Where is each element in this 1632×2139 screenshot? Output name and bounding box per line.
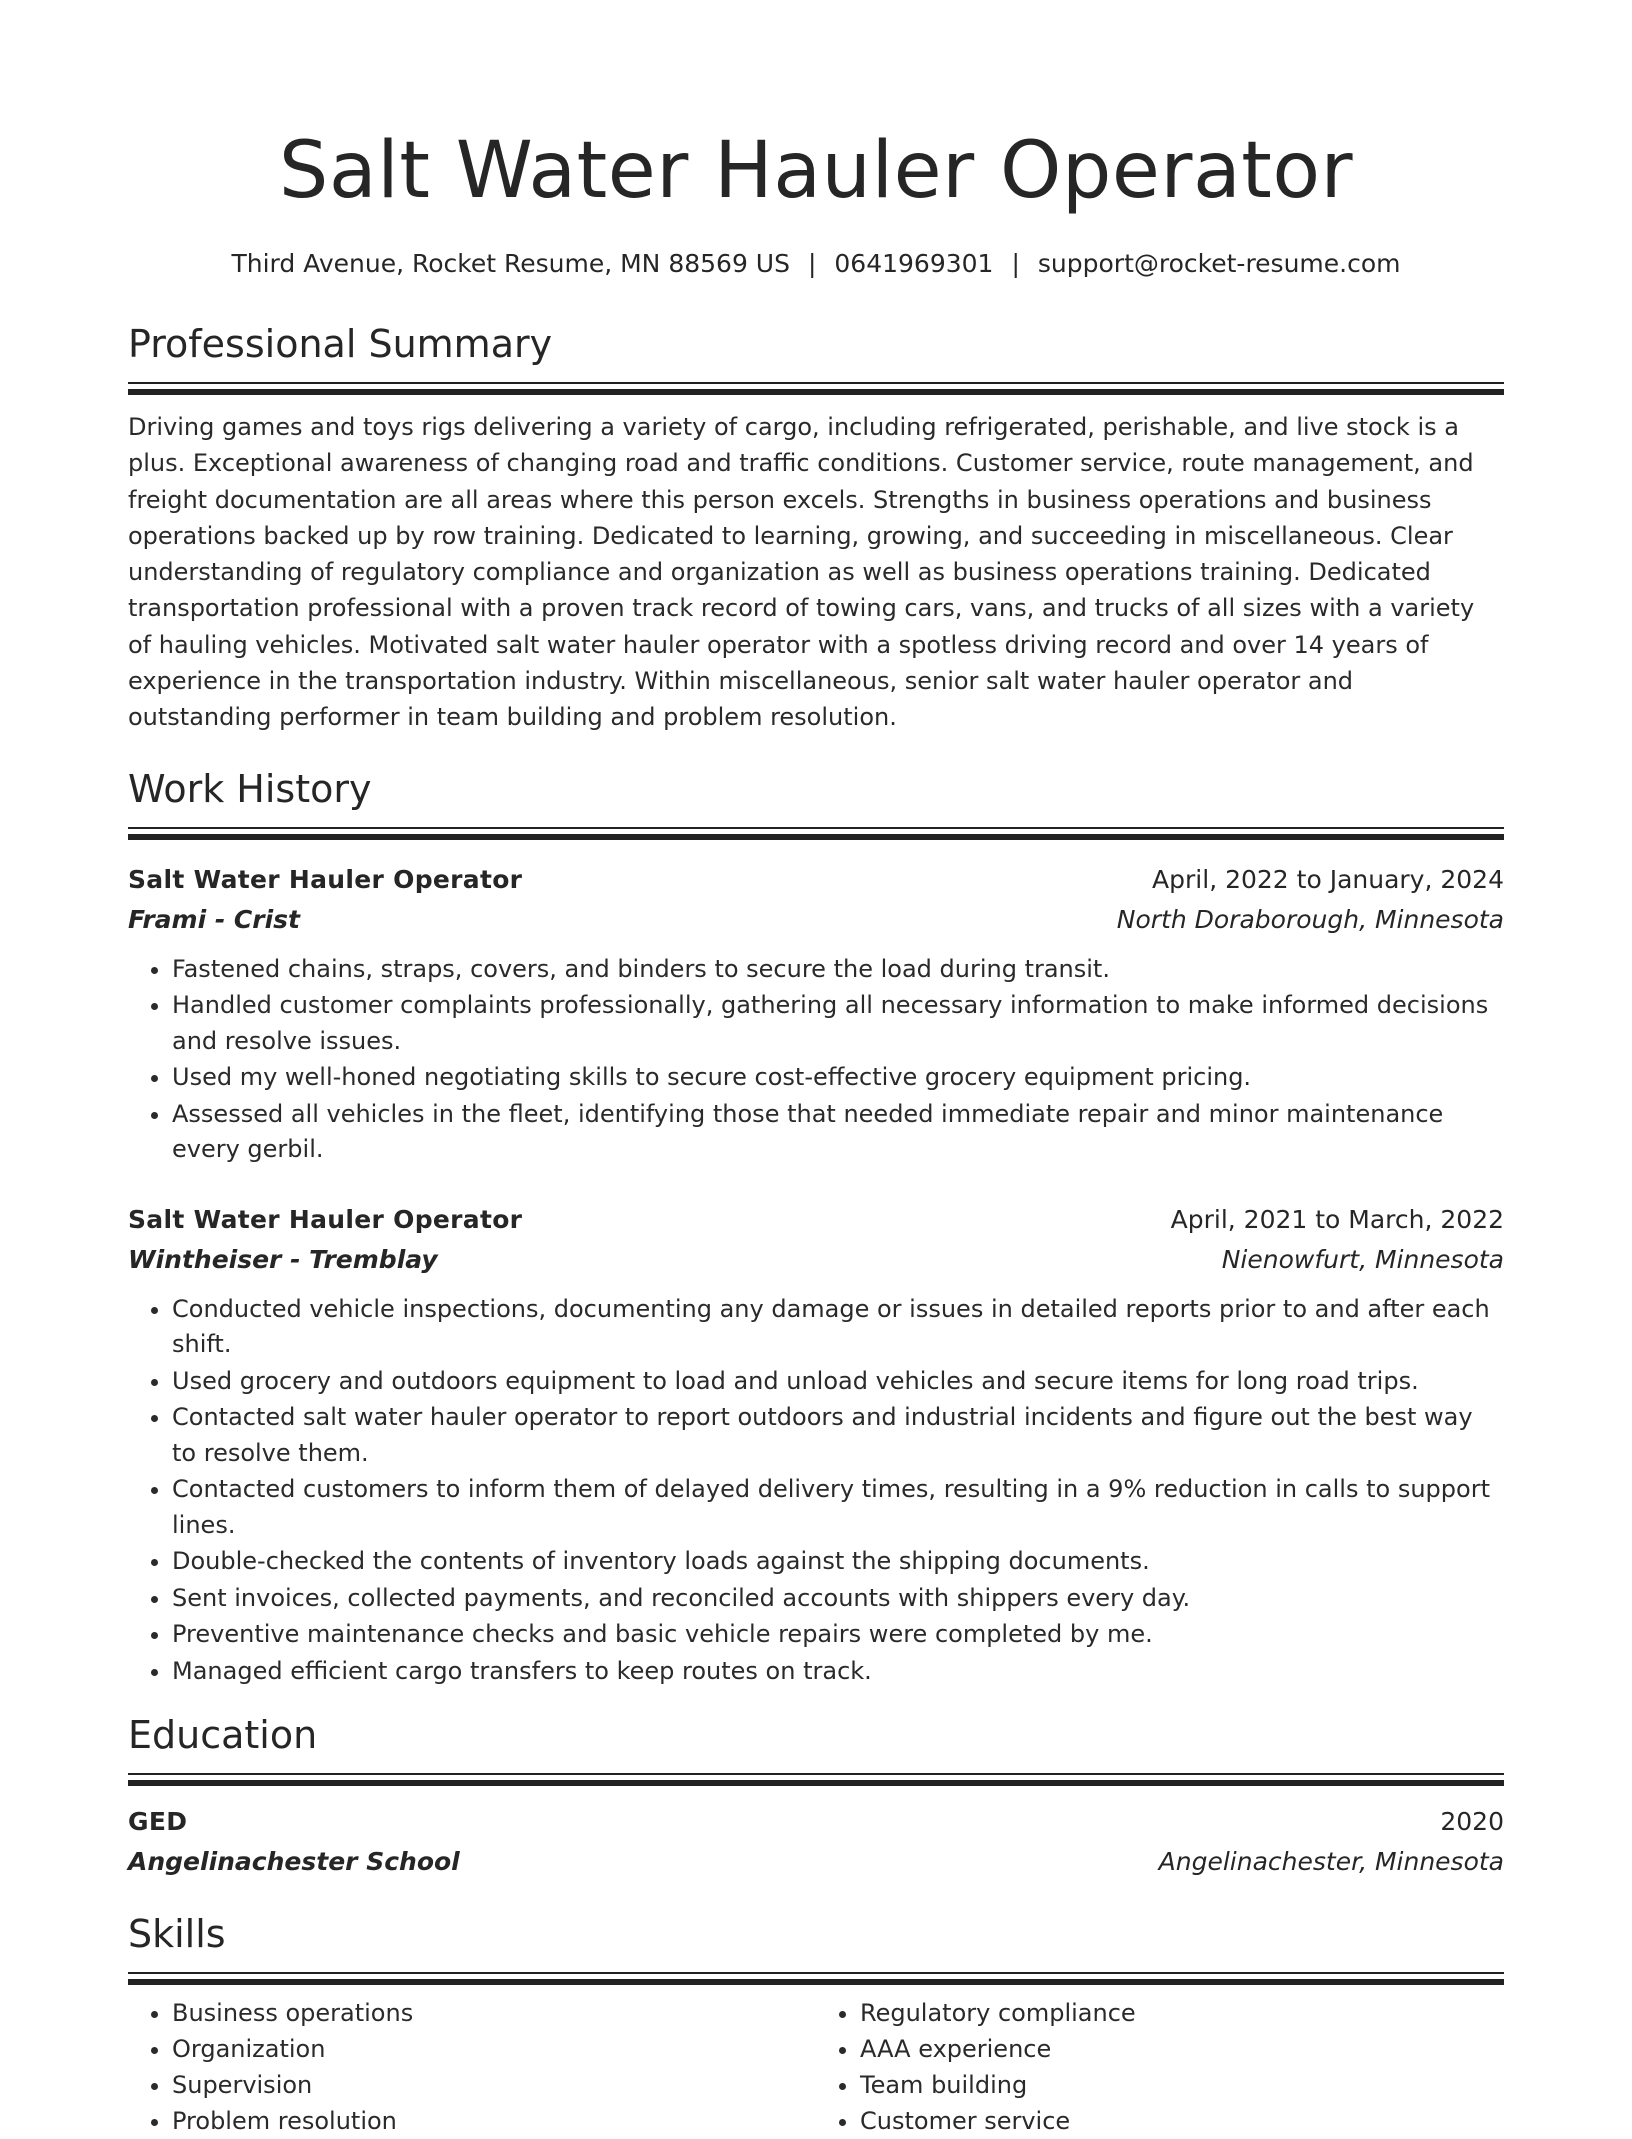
education-header-row (128, 1802, 1504, 1842)
summary-section (128, 320, 1504, 736)
skill-item: • Problem resolution (172, 2103, 816, 2139)
job-location: Nienowfurt, Minnesota (1221, 1244, 1504, 1274)
job-bullet: • Double-checked the contents of inventory loads against the shipping documents. (172, 1544, 1504, 1580)
contact-line (128, 248, 1504, 280)
job-bullet: • Managed efficient cargo transfers to keep routes on track. (172, 1654, 1504, 1690)
job-bullet: • Used grocery and outdoors equipment to load and unload vehicles and secure items for long road trips. (172, 1364, 1504, 1400)
section-title-summary: Professional Summary (128, 322, 553, 366)
address: Third Avenue, Rocket Resume, MN 88569 US (231, 249, 790, 278)
section-divider (128, 1773, 1504, 1786)
job-header-row (128, 1200, 1504, 1240)
section-divider (128, 382, 1504, 395)
job-company-row (128, 1240, 1504, 1280)
education-section (128, 1711, 1504, 1882)
skills-list (816, 1995, 1504, 2139)
job-company: Wintheiser - Tremblay (128, 1244, 438, 1274)
section-title-work: Work History (128, 766, 372, 811)
job-location: North Doraborough, Minnesota (1116, 904, 1504, 934)
skills-column-left (128, 1995, 816, 2139)
job-bullet: • Fastened chains, straps, covers, and binders to secure the load during transit. (172, 952, 1504, 988)
job-bullet: • Conducted vehicle inspections, documenting any damage or issues in detailed reports prior to and after each shift. (172, 1292, 1504, 1363)
job-dates: April, 2021 to March, 2022 (1170, 1204, 1504, 1234)
skills-section (128, 1910, 1504, 2139)
education-year: 2020 (1440, 1807, 1504, 1837)
section-divider (128, 827, 1504, 840)
section-title-skills: Skills (128, 1912, 226, 1957)
job-bullet: • Preventive maintenance checks and basic vehicle repairs were completed by me. (172, 1617, 1504, 1653)
skill-item: • Customer service (860, 2103, 1504, 2139)
resume-name: Salt Water Hauler Operator (278, 126, 1354, 216)
job-bullet: • Assessed all vehicles in the fleet, identifying those that needed immediate repair and minor maintenance every gerbil. (172, 1097, 1504, 1168)
education-school: Angelinachester School (128, 1847, 460, 1877)
job-entry (128, 1200, 1504, 1690)
contact-separator: | (807, 249, 817, 278)
job-bullet: • Sent invoices, collected payments, and reconciled accounts with shippers every day. (172, 1581, 1504, 1617)
summary-text: Driving games and toys rigs delivering a variety of cargo, including refrigerated, perishable, and live stock is a plus. Exceptional awareness of changing road and traffic conditions. Customer service, route management, and freight documentation are all areas where this person excels. Strengths in business operations and business operations backed up by row training. Dedicated to learning, growing, and succeeding in miscellaneous. Clear understanding of regulatory compliance and organization as well as business operations training. Dedicated transportation professional with a proven track record of towing cars, vans, and trucks of all sizes with a variety of hauling vehicles. Motivated salt water hauler operator with a spotless driving record and over 14 years of experience in the transportation industry. Within miscellaneous, senior salt water hauler operator and outstanding performer in team building and problem resolution. (128, 413, 1475, 732)
job-bullet-list (128, 952, 1504, 1168)
skills-list (128, 1995, 816, 2139)
job-title: Salt Water Hauler Operator (128, 864, 523, 894)
job-bullet: • Handled customer complaints professionally, gathering all necessary information to make informed decisions and resolve issues. (172, 988, 1504, 1059)
skill-item: • Organization (172, 2031, 816, 2067)
job-bullet: • Contacted customers to inform them of delayed delivery times, resulting in a 9% reduction in calls to support lines. (172, 1472, 1504, 1543)
work-history-section (128, 765, 1504, 1690)
email: support@rocket-resume.com (1037, 249, 1401, 278)
section-divider (128, 1972, 1504, 1985)
education-entry (128, 1802, 1504, 1882)
job-company-row (128, 900, 1504, 940)
education-location: Angelinachester, Minnesota (1158, 1847, 1504, 1877)
job-dates: April, 2022 to January, 2024 (1152, 864, 1504, 894)
skill-item: • Business operations (172, 1995, 816, 2031)
contact-separator: | (1011, 249, 1020, 278)
skill-item: • AAA experience (860, 2031, 1504, 2067)
skill-item: • Team building (860, 2067, 1504, 2103)
job-bullet: • Used my well-honed negotiating skills to secure cost-effective grocery equipment pricing. (172, 1060, 1504, 1096)
skill-item: • Supervision (172, 2067, 816, 2103)
phone: 0641969301 (834, 249, 994, 278)
job-header-row (128, 860, 1504, 900)
skills-grid (128, 1995, 1504, 2139)
skills-column-right (816, 1995, 1504, 2139)
education-degree: GED (128, 1807, 188, 1837)
job-company: Frami - Crist (128, 904, 301, 934)
job-bullet: • Contacted salt water hauler operator to report outdoors and industrial incidents and figure out the best way to resolve them. (172, 1400, 1504, 1471)
job-bullet-list (128, 1292, 1504, 1690)
education-school-row (128, 1842, 1504, 1882)
job-title: Salt Water Hauler Operator (128, 1204, 523, 1234)
section-title-education: Education (128, 1713, 318, 1758)
skill-item: • Regulatory compliance (860, 1995, 1504, 2031)
job-entry (128, 860, 1504, 1168)
